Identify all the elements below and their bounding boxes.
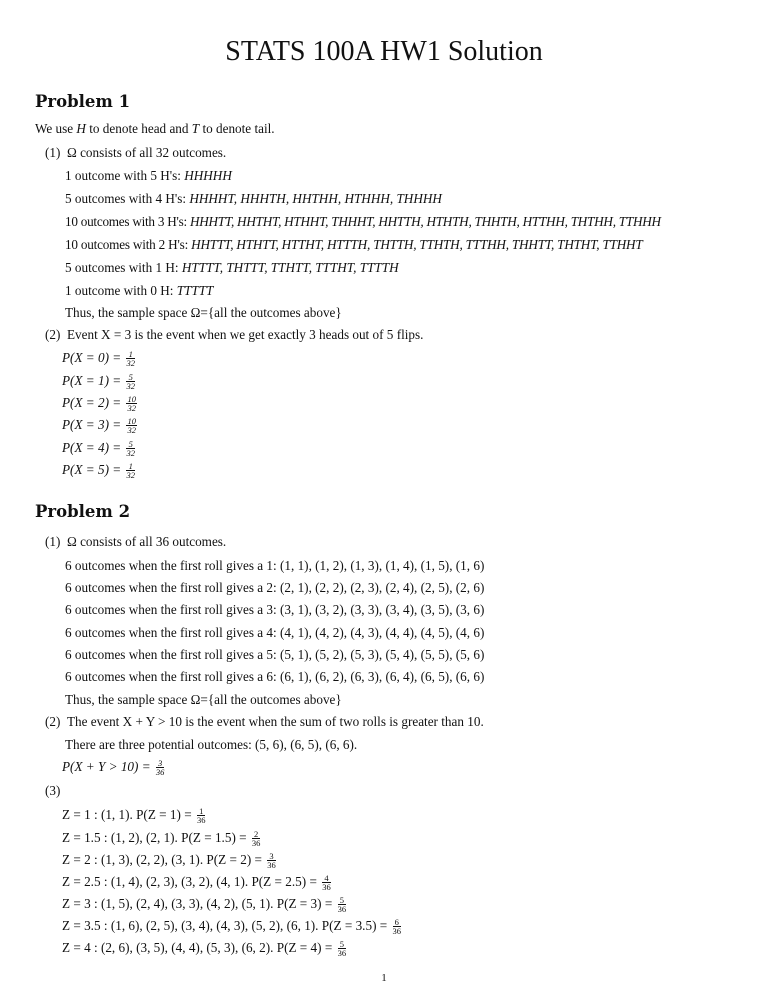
denominator: 32 <box>126 448 135 459</box>
intro-text: to denote tail. <box>199 121 275 136</box>
p2-outcome-line <box>65 580 484 596</box>
z-row <box>62 807 205 824</box>
denominator: 36 <box>322 882 331 893</box>
prob-line <box>62 395 137 412</box>
prob-line <box>62 350 135 367</box>
line-prefix: 1 outcome with 5 H's: <box>65 168 185 183</box>
prob-line <box>62 373 135 390</box>
problem-1-heading: Problem 1 <box>35 92 131 111</box>
line-math: HTTTT, THTTT, TTHTT, TTTHT, TTTTH <box>181 260 399 275</box>
prob-lhs: P(X + Y > 10) = <box>62 759 154 774</box>
denominator: 36 <box>337 948 347 959</box>
prob-line <box>62 440 135 457</box>
line-prefix: 6 outcomes when the first roll gives a 6: <box>65 669 280 684</box>
z-row <box>62 940 346 957</box>
z-text: Z = 3 : (1, 5), (2, 4), (3, 3), (4, 2), (5, 1). P(Z = 3) = <box>62 896 336 911</box>
z-row <box>62 874 331 891</box>
line-prefix: 1 outcome with 0 H: <box>65 283 177 298</box>
p2-part1 <box>45 534 226 550</box>
fraction <box>126 395 137 412</box>
numerator: 3 <box>156 759 165 768</box>
fraction <box>267 852 276 869</box>
prob-lhs: P(X = 1) = <box>62 373 125 388</box>
numerator: 10 <box>127 394 136 405</box>
part-text: Ω consists of all 32 outcomes. <box>66 145 227 160</box>
denominator: 32 <box>127 403 136 414</box>
numerator: 3 <box>267 852 276 861</box>
denominator: 36 <box>251 838 261 849</box>
line-prefix: 5 outcomes with 1 H: <box>65 260 182 275</box>
fraction <box>338 940 347 957</box>
numerator: 4 <box>322 874 331 883</box>
fraction <box>197 807 206 824</box>
z-row <box>62 918 401 935</box>
p2-part3-label: (3) <box>45 783 61 798</box>
line-prefix: 6 outcomes when the first roll gives a 3: <box>65 602 280 617</box>
denominator: 32 <box>126 470 135 481</box>
line-prefix: 6 outcomes when the first roll gives a 1: <box>65 558 280 573</box>
page-number: 1 <box>381 972 387 984</box>
fraction <box>338 896 347 913</box>
z-row <box>62 896 346 913</box>
prob-lhs: P(X = 3) = <box>62 417 125 432</box>
p1-outcome-line <box>65 191 442 207</box>
fraction <box>126 350 135 367</box>
line-math: HHHTT, HHTHT, HTHHT, THHHT, HHTTH, HTHTH, THHTH, HTTHH, THTHH, TTHHH <box>189 214 661 229</box>
p1-outcome-line <box>65 260 399 276</box>
z-text: Z = 2 : (1, 3), (2, 2), (3, 1). P(Z = 2) = <box>62 852 266 867</box>
line-math: (4, 1), (4, 2), (4, 3), (4, 4), (4, 5), (4, 6) <box>280 625 485 640</box>
document-title: STATS 100A HW1 Solution <box>225 36 543 67</box>
line-math: HHHHT, HHHTH, HHTHH, HTHHH, THHHH <box>189 191 442 206</box>
fraction <box>126 462 135 479</box>
line-math: (1, 1), (1, 2), (1, 3), (1, 4), (1, 5), (1, 6) <box>280 558 485 573</box>
z-text: Z = 3.5 : (1, 6), (2, 5), (3, 4), (4, 3), (5, 2), (6, 1). P(Z = 3.5) = <box>62 918 391 933</box>
part-label: (2) <box>45 327 61 342</box>
numerator: 6 <box>393 918 402 927</box>
z-text: Z = 1.5 : (1, 2), (2, 1). P(Z = 1.5) = <box>62 830 250 845</box>
p1-outcome-line <box>65 237 643 253</box>
numerator: 2 <box>252 830 261 839</box>
p2-conclusion: Thus, the sample space Ω={all the outcomes above} <box>65 692 342 707</box>
intro-math: H <box>76 121 86 136</box>
numerator: 1 <box>126 462 135 471</box>
fraction <box>126 440 135 457</box>
line-math: (2, 1), (2, 2), (2, 3), (2, 4), (2, 5), (2, 6) <box>280 580 485 595</box>
numerator: 5 <box>338 940 347 949</box>
prob-lhs: P(X = 5) = <box>62 462 125 477</box>
prob-lhs: P(X = 4) = <box>62 440 125 455</box>
p2-part2 <box>45 714 484 730</box>
p2-outcome-line <box>65 647 484 663</box>
denominator: 36 <box>337 904 347 915</box>
numerator: 5 <box>126 373 135 382</box>
fraction <box>322 874 331 891</box>
part-text: Ω consists of all 36 outcomes. <box>66 534 227 549</box>
line-math: HHTTT, HTHTT, HTTHT, HTTTH, THTTH, TTHTH, TTTHH, THHTT, THTHT, TTHHT <box>191 237 643 252</box>
denominator: 32 <box>126 381 135 392</box>
p2-outcomes: There are three potential outcomes: (5, 6), (6, 5), (6, 6). <box>65 737 358 752</box>
fraction <box>252 830 261 847</box>
line-prefix: 10 outcomes with 3 H's: <box>65 214 190 229</box>
z-text: Z = 4 : (2, 6), (3, 5), (4, 4), (5, 3), (6, 2). P(Z = 4) = <box>62 940 336 955</box>
p1-part2 <box>45 327 423 343</box>
fraction <box>126 417 137 434</box>
intro-text: We use <box>35 121 77 136</box>
line-prefix: 6 outcomes when the first roll gives a 5: <box>65 647 280 662</box>
fraction <box>156 759 165 776</box>
line-prefix: 10 outcomes with 2 H's: <box>65 237 192 252</box>
part-label: (1) <box>45 534 61 549</box>
numerator: 1 <box>197 807 206 816</box>
fraction <box>126 373 135 390</box>
line-math: (3, 1), (3, 2), (3, 3), (3, 4), (3, 5), (3, 6) <box>280 602 485 617</box>
line-prefix: 5 outcomes with 4 H's: <box>65 191 190 206</box>
denominator: 36 <box>392 926 401 937</box>
line-prefix: 6 outcomes when the first roll gives a 2: <box>65 580 280 595</box>
z-row <box>62 830 260 847</box>
part-text: Event X = 3 is the event when we get exactly 3 heads out of 5 flips. <box>66 327 424 342</box>
problem-2-heading: Problem 2 <box>35 502 131 521</box>
line-prefix: 6 outcomes when the first roll gives a 4: <box>65 625 280 640</box>
intro-math: T <box>191 121 200 136</box>
numerator: 10 <box>127 416 136 427</box>
line-math: HHHHH <box>184 168 232 183</box>
p2-outcome-line <box>65 625 484 641</box>
part-label: (1) <box>45 145 61 160</box>
problem-1-intro <box>35 121 275 137</box>
denominator: 36 <box>196 815 206 826</box>
line-math: TTTTT <box>176 283 214 298</box>
line-math: (5, 1), (5, 2), (5, 3), (5, 4), (5, 5), (5, 6) <box>280 647 485 662</box>
denominator: 32 <box>127 425 136 436</box>
prob-lhs: P(X = 0) = <box>62 350 125 365</box>
intro-text: to denote head and <box>85 121 192 136</box>
z-row <box>62 852 276 869</box>
denominator: 36 <box>267 860 276 871</box>
prob-line <box>62 759 164 776</box>
p2-outcome-line <box>65 669 484 685</box>
p1-conclusion: Thus, the sample space Ω={all the outcomes above} <box>65 305 342 320</box>
z-text: Z = 2.5 : (1, 4), (2, 3), (3, 2), (4, 1). P(Z = 2.5) = <box>62 874 321 889</box>
p1-outcome-line <box>65 283 213 299</box>
part-text: The event X + Y > 10 is the event when the sum of two rolls is greater than 10. <box>66 714 484 729</box>
p1-part1 <box>45 145 226 161</box>
z-text: Z = 1 : (1, 1). P(Z = 1) = <box>62 807 195 822</box>
prob-lhs: P(X = 2) = <box>62 395 125 410</box>
p2-outcome-line <box>65 558 484 574</box>
prob-line <box>62 417 137 434</box>
p1-outcome-line <box>65 214 661 230</box>
numerator: 5 <box>338 896 347 905</box>
denominator: 36 <box>155 767 165 778</box>
part-label: (2) <box>45 714 61 729</box>
p2-outcome-line <box>65 602 484 618</box>
p1-outcome-line <box>65 168 232 184</box>
fraction <box>393 918 402 935</box>
prob-line <box>62 462 135 479</box>
line-math: (6, 1), (6, 2), (6, 3), (6, 4), (6, 5), (6, 6) <box>280 669 485 684</box>
numerator: 1 <box>126 350 135 359</box>
numerator: 5 <box>126 440 135 449</box>
denominator: 32 <box>126 358 135 369</box>
